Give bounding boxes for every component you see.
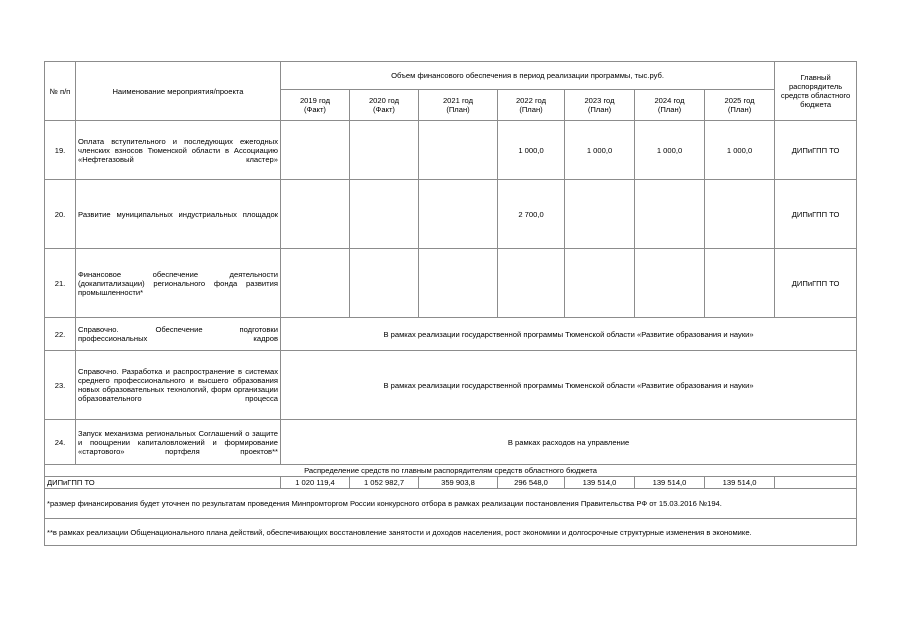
header-year-label: 2019 год xyxy=(299,96,331,105)
row-merged-note: В рамках реализации государственной программы Тюменской области «Развитие образования и науки» xyxy=(281,351,857,420)
row-value xyxy=(705,249,775,318)
distribution-empty xyxy=(775,477,857,489)
row-value xyxy=(498,249,565,318)
row-value xyxy=(281,121,350,180)
row-number: 24. xyxy=(45,420,76,465)
header-year-kind: (План) xyxy=(727,105,752,114)
table-row xyxy=(45,121,857,180)
row-value xyxy=(705,180,775,249)
row-number: 21. xyxy=(45,249,76,318)
footnote: **в рамках реализации Общенационального плана действий, обеспечивающих восстановление занятости и доходов населения, рост экономики и долгосрочные структурные изменения в экономике. xyxy=(45,519,857,546)
table-row xyxy=(45,420,857,465)
row-value xyxy=(565,249,635,318)
header-year-kind: (План) xyxy=(657,105,682,114)
table-row xyxy=(45,318,857,351)
header-year-3 xyxy=(498,90,565,121)
header-finance: Объем финансового обеспечения в период реализации программы, тыс.руб. xyxy=(281,62,775,90)
row-value: 1 000,0 xyxy=(705,121,775,180)
distribution-value: 296 548,0 xyxy=(498,477,565,489)
row-value xyxy=(281,180,350,249)
row-number: 20. xyxy=(45,180,76,249)
row-value xyxy=(350,180,419,249)
distribution-title-row xyxy=(45,465,857,477)
distribution-value: 1 020 119,4 xyxy=(281,477,350,489)
header-year-label: 2021 год xyxy=(442,96,474,105)
header-year-4 xyxy=(565,90,635,121)
row-value: 1 000,0 xyxy=(635,121,705,180)
row-admin: ДИПиГПП ТО xyxy=(775,121,857,180)
distribution-title: Распределение средств по главным распорядителям средств областного бюджета xyxy=(45,465,857,477)
row-value xyxy=(635,180,705,249)
row-value xyxy=(350,121,419,180)
header-year-2 xyxy=(419,90,498,121)
row-value xyxy=(419,121,498,180)
program-table xyxy=(44,61,857,546)
row-number: 19. xyxy=(45,121,76,180)
row-name: Справочно. Обеспечение подготовки профессиональных кадров xyxy=(76,318,281,351)
header-year-6 xyxy=(705,90,775,121)
header-year-5 xyxy=(635,90,705,121)
row-admin: ДИПиГПП ТО xyxy=(775,249,857,318)
row-value xyxy=(419,180,498,249)
footnote: *размер финансирования будет уточнен по результатам проведения Минпромторгом России конкурсного отбора в рамках реализации постановления Правительства РФ от 15.03.2016 №194. xyxy=(45,489,857,519)
row-value xyxy=(565,180,635,249)
row-value xyxy=(281,249,350,318)
row-value: 1 000,0 xyxy=(498,121,565,180)
row-value xyxy=(350,249,419,318)
footnote-row xyxy=(45,519,857,546)
distribution-value: 1 052 982,7 xyxy=(350,477,419,489)
row-value: 2 700,0 xyxy=(498,180,565,249)
header-year-kind: (План) xyxy=(519,105,543,114)
row-merged-note: В рамках расходов на управление xyxy=(281,420,857,465)
header-year-kind: (План) xyxy=(446,105,470,114)
row-number: 23. xyxy=(45,351,76,420)
header-year-label: 2020 год xyxy=(368,96,400,105)
header-num: № п/п xyxy=(45,62,76,121)
distribution-value: 139 514,0 xyxy=(565,477,635,489)
header-year-label: 2025 год xyxy=(724,96,755,105)
header-year-1 xyxy=(350,90,419,121)
row-merged-note: В рамках реализации государственной программы Тюменской области «Развитие образования и науки» xyxy=(281,318,857,351)
header-year-kind: (Факт) xyxy=(373,105,395,114)
distribution-value: 139 514,0 xyxy=(705,477,775,489)
row-number: 22. xyxy=(45,318,76,351)
row-value xyxy=(419,249,498,318)
row-name: Запуск механизма региональных Соглашений о защите и поощрении капиталовложений и формирование «стартового» портфеля проектов** xyxy=(76,420,281,465)
table-row xyxy=(45,351,857,420)
header-year-label: 2022 год xyxy=(515,96,547,105)
table-row xyxy=(45,249,857,318)
row-value: 1 000,0 xyxy=(565,121,635,180)
row-name: Справочно. Разработка и распространение в системах среднего профессионального и высшего образования новых образовательных технологий, форм организации образовательного процесса xyxy=(76,351,281,420)
row-name: Оплата вступительного и последующих ежегодных членских взносов Тюменской области в Ассоциацию «Нефтегазовый кластер» xyxy=(76,121,281,180)
footnote-row xyxy=(45,489,857,519)
header-name: Наименование мероприятия/проекта xyxy=(76,62,281,121)
document-page xyxy=(44,61,856,546)
header-admin: Главный распорядитель средств областного бюджета xyxy=(775,62,857,121)
distribution-value: 139 514,0 xyxy=(635,477,705,489)
header-row-1 xyxy=(45,62,857,90)
distribution-value: 359 903,8 xyxy=(419,477,498,489)
row-name: Развитие муниципальных индустриальных площадок xyxy=(76,180,281,249)
header-year-kind: (Факт) xyxy=(304,105,326,114)
distribution-admin: ДИПиГПП ТО xyxy=(45,477,281,489)
distribution-row xyxy=(45,477,857,489)
row-value xyxy=(635,249,705,318)
header-year-label: 2024 год xyxy=(654,96,685,105)
header-year-kind: (План) xyxy=(587,105,612,114)
table-row xyxy=(45,180,857,249)
header-year-label: 2023 год xyxy=(584,96,615,105)
row-name: Финансовое обеспечение деятельности (докапитализации) регионального фонда развития промышленности* xyxy=(76,249,281,318)
header-year-0 xyxy=(281,90,350,121)
row-admin: ДИПиГПП ТО xyxy=(775,180,857,249)
